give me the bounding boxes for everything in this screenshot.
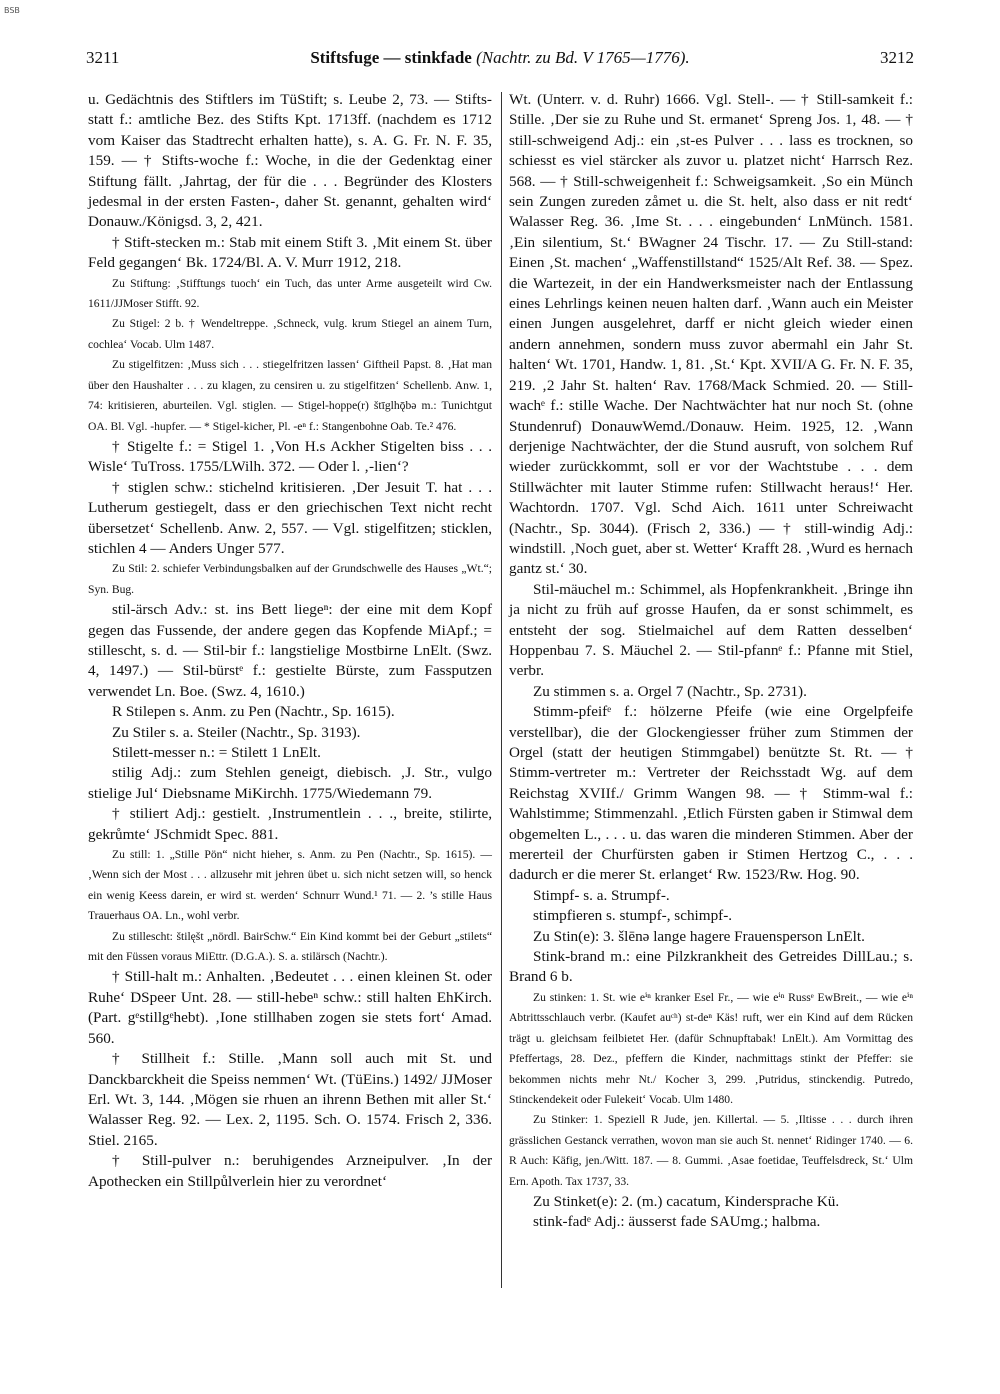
entry-stimm-pfeife: Stimm-pfeifᵉ f.: hölzerne Pfeife (wie eine Orgelpfeife verstellbar), die der Glockengiesser früher zum Stimmen der Orgel (statt der heutigen Stimmgabel) benützte St. Rt. — † Stimm-vertreter m.: Vertreter der Reichsstadt Wg. auf dem Reichstag XVIIf./ Grimm Wangen 98. — † Stimm-wal f.: Wahlstimme; Stimmenzahl. ‚Etlich Fürsten gaben ir Stimwal dem obgemelten L., . . . u. das waren die minderen Stimmen. Aber der mererteil der Churfürsten gaben ir Stimen Hertzog C., . . . dadurch er die merer St. erlanget‘ Rw. 1523/Rw. Hog. 90. [509, 703, 913, 884]
header-title: Stiftsfuge — stinkfade [310, 48, 472, 67]
entry-stiler: Zu Stiler s. a. Steiler (Nachtr., Sp. 3193). [112, 723, 361, 741]
entry-stinkete: Zu Stinket(e): 2. (m.) cacatum, Kindersprache Kü. [533, 1192, 840, 1210]
entry-stillsamkeit: Wt. (Unterr. v. d. Ruhr) 1666. Vgl. Stell-. — † Still-samkeit f.: Stille. ‚Der sie zu Ruhe und St. ermanet‘ Spreng Jos. 1, 48. — † still-schweigend Adj.: ein ‚st-es Pulver . . . lass es trocknen, so schiesst es viel stärcker als zuvor u. platzet nicht‘ Harrsch Rez. 568. — † Still-schweigenheit f.: Schweigsamkeit. ‚So ein Münch sein Zungen zureden zåmet u. die St. helt, also dass er nit redt‘ Walasser Reg. 36. ‚Ime St. . . . eingebunden‘ LnMünch. 1581. ‚Ein silentium, St.‘ BWagner 24 Tischr. 17. — Zu Still-stand: Einen ‚St. machen‘ „Waffenstillstand“ 1525/Alt Ref. 38. — Spez. die Wartezeit, in der ein Handwerksmeister nach der Entlassung eines Lehrlings keinen neuen halten darf. ‚Wann auch ein Meister einen Jungen ausgelehret, darff er nicht gleich wieder einen andern annehmen, sondern muss zuvor abermahl ein Jahr St. halten‘ Wt. 1701, Handw. 1, 81. ‚St.‘ Kpt. XVII/A G. Fr. N. F. 35, 219. ‚2 Jahr St. halten‘ Rav. 1768/Mack Schmied. 20. — Still-wachᵉ f.: stille Wache. Der Nachtwächter hat nur noch St. (ohne Stundenruf) DonauwWemd./Donauw. Heim. 1925, 12. ‚Wann derjenige Nachtwächter, der die Stund ausruft, von solchem Ruf wieder zurückkommt, soll er vor der Wachtstube . . . dem Stillwächter mit lauter Stimme rufen: Stillwacht heraus!‘ Her. Wachtordn. 1707. Vgl. Schd Aich. 1611 unter Schreiwacht (Nachtr., Sp. 3044). (Frisch 2, 336.) — † still-windig Adj.: windstill. ‚Noch guet, aber st. Wetter‘ Krafft 28. ‚Wurd es hernach gantz st.‘ 30. [509, 91, 913, 578]
entry-stilett-messer: Stilett-messer n.: = Stilett 1 LnElt. [112, 744, 321, 761]
entry-stift-stecken: † Stift-stecken m.: Stab mit einem Stift 3. ‚Mit einem St. über Feld gegangen‘ Bk. 1724/Bl. A. V. Murr 1912, 218. [88, 233, 492, 272]
entry-stiliert: † stiliert Adj.: gestielt. ‚Instrumentlein . . ., breite, stilirte, gekrůmte‘ JSchmidt Spec. 881. [88, 805, 492, 843]
entry-stiftung: Zu Stiftung: ‚Stifftungs tuoch‘ ein Tuch, das unter Arme ausgeteilt wird Cw. 1611/JJMoser Stifft. 92. [88, 276, 492, 311]
entry-stinker: Zu Stinker: 1. Speziell R Jude, jen. Killertal. — 5. ‚Iltisse . . . durch ihren grässlichen Gestanck verrathen, wovon man sie auch St. nennet‘ Ridinger 1740. — 6. R Auch: Käfig, jen./Witt. 187. — 8. Gummi. ‚Asae foetidae, Teuffelsdreck, St.‘ Ulm Ern. Apoth. Tax 1737, 33. [509, 1113, 913, 1188]
entry-stil-aersch: stil-ärsch Adv.: st. ins Bett liegeⁿ: der eine mit dem Kopf gegen das Fussende, der andere gegen das Kopfende MiApf.; = stillescht, s. d. — Stil-bir f.: langstielige Mostbirne LnElt. (Swz. 4, 1497.) — Stil-bürstᵉ f.: gestielte Bürste, zum Fassputzen verwendet Ln. Boe. (Swz. 4, 1610.) [88, 601, 492, 700]
entry-stinken: Zu stinken: 1. St. wie eⁱⁿ kranker Esel Fr., — wie eⁱⁿ Russᵉ EwBreit., — wie eⁱⁿ Abtrittsschlauch verbr. (Kaufet auᶜʰ) st-deⁿ Käs! ruft, wer ein Kind auf dem Rücken trägt u. gleichsam feilbietet Her. (dafür Schnupftabak! LnElt.). Am Vormittag des Pfeffertags, 28. Dez., pfeffern die Kinder, nachmittags stinkt der Pfeffer: sie bekommen nichts mehr Nt./ Kocher 3, 299. ‚Putridus, stinckendig. Putredo, Stinckendekeit oder Fulekeit‘ Vocab. Ulm 1480. [509, 990, 913, 1106]
entry-stil: Zu Stil: 2. schiefer Verbindungsbalken auf der Grundschwelle des Hauses „Wt.“; Syn. Bug. [88, 562, 492, 596]
header-subtitle: (Nachtr. zu Bd. V 1765—1776). [476, 48, 690, 67]
entry-stimpfieren: stimpfieren s. stumpf-, schimpf-. [533, 907, 733, 925]
left-column [88, 90, 492, 1192]
running-header [86, 48, 914, 70]
entry-stine: Zu Stin(e): 3. šlēnə lange hagere Frauensperson LnElt. [533, 927, 865, 945]
entry-still-pulver: † Still-pulver n.: beruhigendes Arzneipulver. ‚In der Apothecken ein Stillpůlverlein hier zu verordnet‘ [88, 1152, 492, 1190]
entry-stil-maeuchel: Stil-mäuchel m.: Schimmel, als Hopfenkrankheit. ‚Bringe ihn ja nicht zu früh auf grosse Haufen, da er sonst schimmelt, es entsteht der sog. Stielmaichel auf dem Ratten desselben‘ Hoppenbau 7. S. Mäuchel 2. — Stil-pfannᵉ f.: Pfanne mit Stiel, verbr. [509, 580, 913, 680]
entry-stink-fade: stink-fadᵉ Adj.: äusserst fade SAUmg.; halbma. [533, 1213, 821, 1231]
entry-still: Zu still: 1. „Stille Pön“ nicht hieher, s. Anm. zu Pen (Nachtr., Sp. 1615). — ‚Wenn sich der Most . . . allzusehr mit jehren übet u. sich nicht setzen will, so henck ein wenig Keess darein, er wird st. werden‘ Schnurr Wund.¹ 71. — 2. ’s stille Haus Trauerhaus OA. Ln., wohl verbr. [88, 848, 492, 923]
entry-stimpf: Stimpf- s. a. Strumpf-. [533, 886, 670, 904]
column-divider [501, 92, 502, 1288]
entry-stilig: stilig Adj.: zum Stehlen geneigt, diebisch. ‚J. Str., vulgo stielige Jul‘ Diebsname MiKirchh. 1775/Wiedemann 79. [88, 764, 492, 802]
entry-stimmen: Zu stimmen s. a. Orgel 7 (Nachtr., Sp. 2731). [533, 682, 807, 700]
entry-stigelte: † Stigelte f.: = Stigel 1. ‚Von H.s Ackher Stigelten biss . . . Wisle‘ TuTross. 1755/LWilh. 372. — Oder l. ‚-lien‘? [88, 437, 492, 476]
page-number-left: 3211 [86, 48, 120, 67]
entry-stillescht: Zu stillescht: štilęšt „nördl. BairSchw.“ Ein Kind kommt bei der Geburt „stilets“ mit den Füssen voraus MiEttr. (D.G.A.). S. a. stilärsch (Nachtr.). [88, 929, 492, 964]
entry-stillheit: † Stillheit f.: Stille. ‚Mann soll auch mit St. und Danckbarckheit die Speiss nemmen‘ Wt. (TüEins.) 1492/ JJMoser Erl. Wt. 3, 144. ‚Mögen sie rhuen an ihrenn Bethen mit aller St.‘ Walasser Reg. 92. — Lex. 2, 1195. Sch. O. 1574. Frisch 2, 336. Stiel. 2165. [88, 1050, 492, 1149]
right-column [509, 90, 913, 1233]
running-title [86, 48, 914, 68]
entry-stilepen: R Stilepen s. Anm. zu Pen (Nachtr., Sp. 1615). [112, 703, 395, 721]
page-number-right: 3212 [880, 48, 914, 67]
entry-still-halt: † Still-halt m.: Anhalten. ‚Bedeutet . . . einen kleinen St. oder Ruhe‘ DSpeer Unt. 28. — still-hebeⁿ schw.: still halten EhKirch. (Part. gᵉstillgᵉhebt). ‚Ione stillhaben zogen sie stets fort‘ Amad. 560. [88, 968, 492, 1047]
entry-stigel: Zu Stigel: 2 b. † Wendeltreppe. ‚Schneck, vulg. krum Stiegel an ainem Turn, cochlea‘ Vocab. Ulm 1487. [88, 317, 492, 351]
entry-stiftler: u. Gedächtnis des Stiftlers im TüStift; s. Leube 2, 73. — Stifts-statt f.: amtliche Bez. des Stifts Kpt. 1713ff. (nachdem es 1712 vom Kaiser das Stadtrecht erhalten hatte), s. A. G. Fr. N. F. 35, 159. — † Stifts-woche f.: Woche, in die der Gedenktag einer Stiftung fällt. ‚Jahrtag, der für die . . . Begründer des Klosters jedesmal in der ersten Fasten-, daher St. genannt, gehalten wird‘ Donauw./Königsd. 3, 2, 421. [88, 91, 492, 231]
entry-stigelfitzen: Zu stigelfitzen: ‚Muss sich . . . stiegelfritzen lassen‘ Giftheil Papst. 8. ‚Hat man über den Haushalter . . . zu klagen, zu censiren u. zu stigelfitzen‘ Schellenb. Anw. 1, 74: kritisieren, aburteilen. Vgl. stiglen. — Stigel-hoppe(r) štīglhǭbə m.: Tunichtgut OA. Bl. Vgl. -hupfer. — * Stigel-kicher, Pl. -eⁿ f.: Stangenbohne Oab. Te.² 476. [88, 358, 492, 433]
entry-stink-brand: Stink-brand m.: eine Pilzkrankheit des Getreides DillLau.; s. Brand 6 b. [509, 948, 913, 986]
library-corner-mark: BSB [4, 6, 20, 15]
entry-stiglen: † stiglen schw.: stichelnd kritisieren. ‚Der Jesuit T. hat . . . Lutherum gestiegelt, dass er den griechischen Text nicht recht übersetzet‘ Schellenb. Anw. 2, 557. — Vgl. stigelfitzen; sticklen, stichlen 4 — Anders Unger 577. [88, 478, 492, 557]
